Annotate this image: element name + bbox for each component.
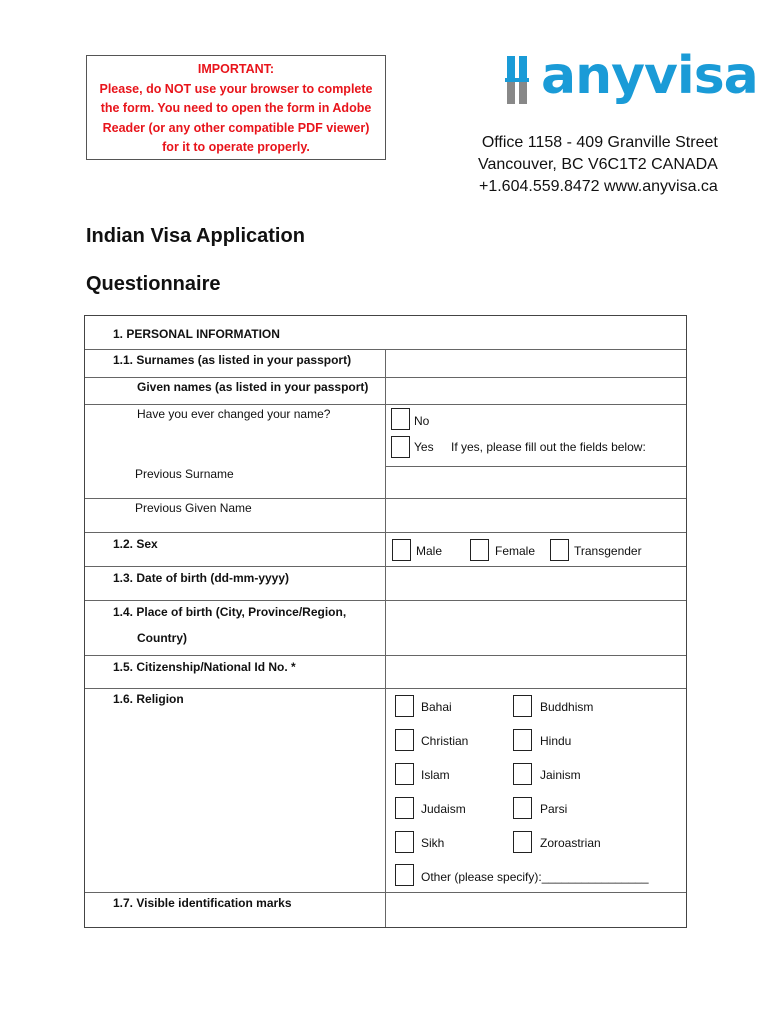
religion-buddhism-checkbox[interactable] [513,695,532,717]
given-names-label: Given names (as listed in your passport) [137,380,369,394]
sex-female-label: Female [495,544,536,558]
citizenship-label: 1.5. Citizenship/National Id No. * [113,660,296,674]
religion-buddhism-label: Buddhism [540,700,594,714]
notice-line: Please, do NOT use your browser to complete [99,81,373,96]
identification-marks-label: 1.7. Visible identification marks [113,896,292,910]
notice-line: for it to operate properly. [162,140,310,154]
sex-male-checkbox[interactable] [392,539,411,561]
logo-text: anyvisa [541,46,758,106]
anyvisa-logo-icon [505,56,531,108]
surnames-label: 1.1. Surnames (as listed in your passport) [113,353,352,367]
religion-bahai-checkbox[interactable] [395,695,414,717]
sex-transgender-label: Transgender [574,544,642,558]
page-title: Indian Visa Application [86,225,305,247]
religion-other-label: Other (please specify):________________ [421,870,649,884]
religion-other-checkbox[interactable] [395,864,414,886]
religion-sikh-checkbox[interactable] [395,831,414,853]
important-notice [86,55,386,160]
notice-line: the form. You need to open the form in Adobe [100,101,372,115]
sex-male-label: Male [416,544,443,558]
dob-label: 1.3. Date of birth (dd-mm-yyyy) [113,571,290,585]
yes-instruction: If yes, please fill out the fields below: [451,440,646,454]
religion-zoroastrian-checkbox[interactable] [513,831,532,853]
notice-heading: IMPORTANT: [197,62,275,76]
religion-sikh-label: Sikh [421,836,445,850]
anyvisa-logo [505,46,758,112]
religion-islam-label: Islam [421,768,450,782]
name-changed-no-checkbox[interactable] [391,408,410,430]
name-changed-yes-checkbox[interactable] [391,436,410,458]
office-address [478,132,718,198]
address-line: Office 1158 - 409 Granville Street [481,134,718,151]
sex-label: 1.2. Sex [113,537,158,551]
religion-christian-checkbox[interactable] [395,729,414,751]
religion-parsi-checkbox[interactable] [513,797,532,819]
address-line: Vancouver, BC V6C1T2 CANADA [478,156,718,173]
religion-hindu-label: Hindu [540,734,572,748]
personal-info-form [84,315,687,928]
religion-jainism-label: Jainism [540,768,581,782]
religion-zoroastrian-label: Zoroastrian [540,836,601,850]
religion-islam-checkbox[interactable] [395,763,414,785]
sex-female-checkbox[interactable] [470,539,489,561]
name-changed-no-label: No [414,414,430,428]
notice-line: Reader (or any other compatible PDF viewer) [102,120,370,135]
place-of-birth-label-cont: Country) [137,631,187,645]
name-changed-yes-label: Yes [414,440,434,454]
previous-surname-label: Previous Surname [135,467,234,481]
section-heading: 1. PERSONAL INFORMATION [113,327,280,341]
religion-label: 1.6. Religion [113,692,184,706]
changed-name-label: Have you ever changed your name? [137,407,331,421]
religion-judaism-checkbox[interactable] [395,797,414,819]
sex-transgender-checkbox[interactable] [550,539,569,561]
previous-given-name-label: Previous Given Name [135,501,252,515]
religion-parsi-label: Parsi [540,802,568,816]
religion-bahai-label: Bahai [421,700,452,714]
address-contact: +1.604.559.8472 www.anyvisa.ca [478,178,718,195]
religion-judaism-label: Judaism [421,802,466,816]
religion-hindu-checkbox[interactable] [513,729,532,751]
religion-christian-label: Christian [421,734,469,748]
religion-jainism-checkbox[interactable] [513,763,532,785]
place-of-birth-label: 1.4. Place of birth (City, Province/Region, [113,605,347,619]
page-subtitle: Questionnaire [86,273,221,295]
